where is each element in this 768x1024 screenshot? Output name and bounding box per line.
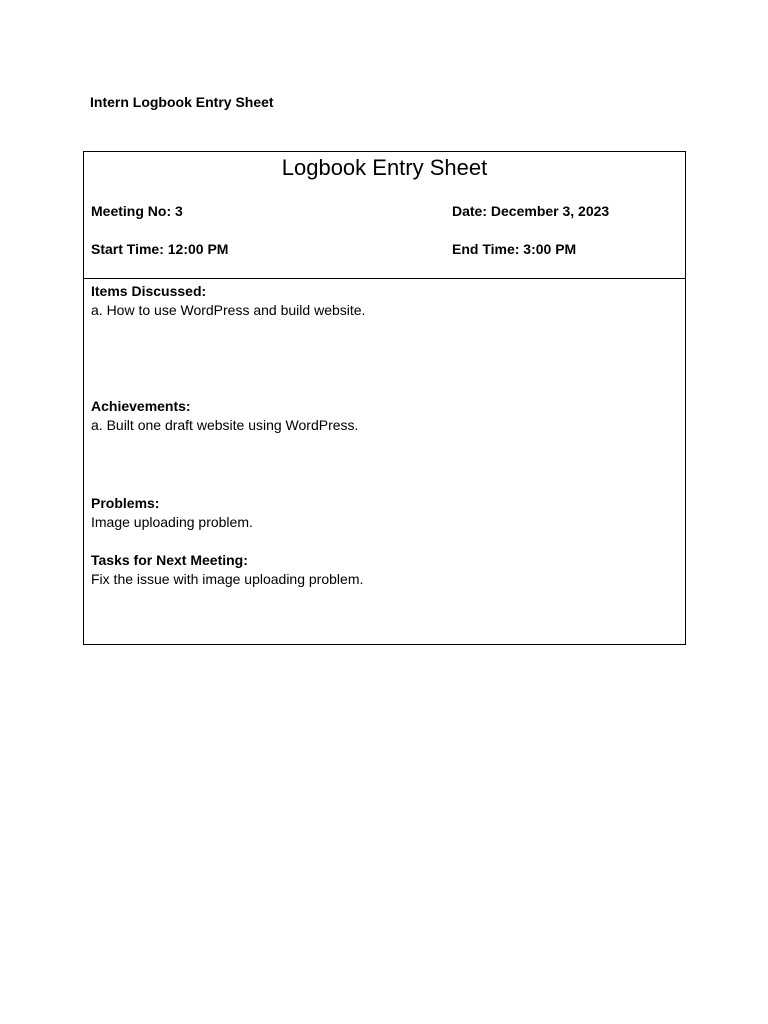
start-time: Start Time: 12:00 PM: [91, 241, 229, 257]
meeting-number: Meeting No: 3: [91, 203, 183, 219]
meeting-date: Date: December 3, 2023: [452, 203, 610, 219]
tasks-next-meeting-label: Tasks for Next Meeting:: [91, 552, 248, 568]
achievements-text: a. Built one draft website using WordPress.: [91, 417, 359, 433]
items-discussed-section: [91, 282, 676, 320]
end-time: End Time: 3:00 PM: [452, 241, 577, 257]
logbook-sheet: [83, 151, 686, 645]
problems-label: Problems:: [91, 495, 160, 511]
sheet-header: [84, 152, 685, 279]
items-discussed-label: Items Discussed:: [91, 283, 207, 299]
items-discussed-text: a. How to use WordPress and build website.: [91, 302, 366, 318]
sheet-title: Logbook Entry Sheet: [281, 155, 488, 180]
tasks-next-meeting-text: Fix the issue with image uploading problem.: [91, 571, 364, 587]
tasks-next-meeting-section: [91, 551, 676, 589]
problems-text: Image uploading problem.: [91, 514, 253, 530]
document-heading: Intern Logbook Entry Sheet: [90, 94, 274, 110]
achievements-label: Achievements:: [91, 398, 191, 414]
achievements-section: [91, 397, 676, 435]
problems-section: [91, 494, 676, 532]
